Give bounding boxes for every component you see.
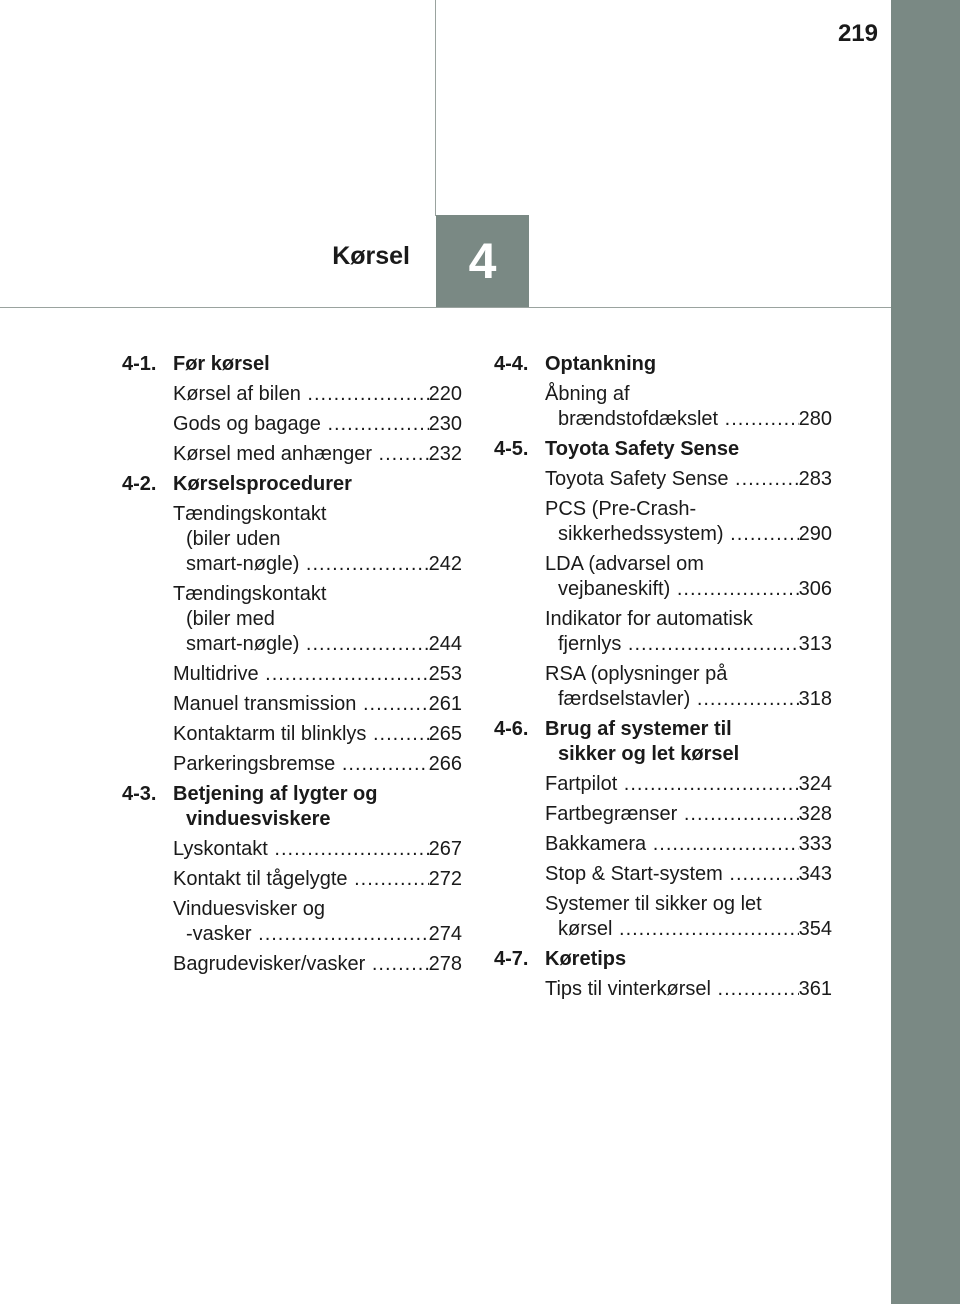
entry-title: smart-nøgle) .....: [186, 552, 429, 577]
toc-entry[interactable]: [173, 897, 462, 947]
section-number: 4-3.: [122, 783, 157, 805]
entry-page-number: 313: [798, 633, 832, 655]
entry-leader-row: [545, 802, 832, 827]
toc-right-column: [494, 352, 832, 1007]
toc-entry[interactable]: [545, 552, 832, 602]
entry-page-number: 244: [428, 633, 462, 655]
entry-page-number: 265: [428, 723, 462, 745]
toc-entry-list: [122, 502, 462, 777]
section-title-line: vinduesviskere: [186, 808, 331, 830]
section-title-line: Køretips: [545, 948, 627, 970]
section-title-line: Betjening af lygter og: [173, 783, 378, 805]
section-number: 4-4.: [494, 353, 529, 375]
chapter-number-box: [436, 215, 529, 307]
entry-leader-row: [173, 632, 462, 657]
section-title: [173, 352, 462, 377]
toc-section-heading: [122, 352, 462, 377]
entry-leader-row: [545, 522, 832, 547]
section-title-line: Kørselsprocedurer: [173, 473, 352, 495]
toc-entry[interactable]: [173, 752, 462, 777]
entry-page-number: 354: [798, 918, 832, 940]
entry-page-number: 280: [798, 408, 832, 430]
toc-entry[interactable]: [173, 952, 462, 977]
toc-section-heading: [494, 352, 832, 377]
entry-title-line: Åbning af: [545, 383, 630, 405]
entry-page-number: 230: [428, 413, 462, 435]
toc-entry-list: [494, 382, 832, 432]
entry-title: Toyota Safety Sense .....: [545, 467, 799, 492]
toc-entry[interactable]: [545, 862, 832, 887]
entry-title: Manuel transmission .....: [173, 692, 429, 717]
entry-title: Kontaktarm til blinklys .....: [173, 722, 429, 747]
entry-page-number: 261: [428, 693, 462, 715]
entry-page-number: 324: [798, 773, 832, 795]
entry-leader-row: [173, 752, 462, 777]
toc-entry[interactable]: [545, 977, 832, 1002]
toc-entry[interactable]: [173, 382, 462, 407]
vertical-rule: [435, 0, 436, 216]
entry-title: Kørsel med anhænger .....: [173, 442, 429, 467]
entry-leader-row: [173, 552, 462, 577]
section-title-line: Optankning: [545, 353, 657, 375]
entry-page-number: 328: [798, 803, 832, 825]
chapter-side-tab: [891, 0, 960, 1304]
section-title-line: Før kørsel: [173, 353, 270, 375]
entry-title: Fartpilot .....: [545, 772, 799, 797]
toc-entry[interactable]: [545, 832, 832, 857]
entry-leader-row: [173, 412, 462, 437]
entry-leader-row: [173, 722, 462, 747]
section-title-line: sikker og let kørsel: [558, 743, 740, 765]
entry-title: Kontakt til tågelygte .....: [173, 867, 429, 892]
horizontal-rule: [0, 307, 891, 308]
toc-entry-list: [494, 977, 832, 1002]
toc-entry[interactable]: [545, 892, 832, 942]
toc-entry[interactable]: [173, 662, 462, 687]
section-number: 4-5.: [494, 438, 529, 460]
entry-page-number: 274: [428, 923, 462, 945]
entry-title: vejbaneskift) .....: [558, 577, 799, 602]
section-title: [545, 437, 832, 462]
toc-section-heading: [494, 717, 832, 767]
toc-entry[interactable]: [545, 607, 832, 657]
entry-title: Parkeringsbremse .....: [173, 752, 429, 777]
entry-title-line: (biler med: [186, 608, 275, 630]
entry-leader-row: [173, 692, 462, 717]
entry-title: smart-nøgle) .....: [186, 632, 429, 657]
entry-title: fjernlys .....: [558, 632, 799, 657]
entry-title-line: Tændingskontakt: [173, 583, 327, 605]
toc-left-column: [122, 352, 462, 982]
entry-title: færdselstavler) .....: [558, 687, 799, 712]
entry-leader-row: [545, 917, 832, 942]
section-title: [545, 947, 832, 972]
entry-title: Lyskontakt .....: [173, 837, 429, 862]
toc-entry-list: [494, 772, 832, 942]
entry-page-number: 266: [428, 753, 462, 775]
entry-page-number: 278: [428, 953, 462, 975]
entry-title-line: Indikator for automatisk: [545, 608, 753, 630]
entry-page-number: 242: [428, 553, 462, 575]
entry-leader-row: [545, 467, 832, 492]
entry-page-number: 318: [798, 688, 832, 710]
entry-page-number: 232: [428, 443, 462, 465]
entry-leader-row: [545, 407, 832, 432]
section-title: [545, 352, 832, 377]
toc-entry[interactable]: [173, 692, 462, 717]
section-title-line: Toyota Safety Sense: [545, 438, 740, 460]
toc-entry[interactable]: [545, 772, 832, 797]
section-title: [173, 472, 462, 497]
entry-title: Tips til vinterkørsel .....: [545, 977, 799, 1002]
entry-page-number: 267: [428, 838, 462, 860]
entry-title-line: Systemer til sikker og let: [545, 893, 762, 915]
toc-entry[interactable]: [173, 722, 462, 747]
entry-title-line: (biler uden: [186, 528, 281, 550]
entry-leader-row: [545, 977, 832, 1002]
entry-leader-row: [173, 952, 462, 977]
entry-leader-row: [173, 867, 462, 892]
entry-title: brændstofdækslet .....: [558, 407, 799, 432]
entry-page-number: 306: [798, 578, 832, 600]
entry-leader-row: [545, 687, 832, 712]
section-number: 4-1.: [122, 353, 157, 375]
entry-leader-row: [173, 442, 462, 467]
section-title: [173, 782, 462, 832]
entry-title: -vasker .....: [186, 922, 429, 947]
entry-title: Bakkamera .....: [545, 832, 799, 857]
entry-title-line: Vinduesvisker og: [173, 898, 325, 920]
entry-title-line: RSA (oplysninger på: [545, 663, 728, 685]
entry-leader-row: [173, 382, 462, 407]
toc-entry-list: [122, 837, 462, 977]
page-number: 219: [837, 20, 878, 47]
toc-entry[interactable]: [173, 582, 462, 657]
entry-title: Fartbegrænser .....: [545, 802, 799, 827]
entry-leader-row: [545, 632, 832, 657]
entry-title-line: LDA (advarsel om: [545, 553, 704, 575]
section-title-line: Brug af systemer til: [545, 718, 732, 740]
section-number: 4-2.: [122, 473, 157, 495]
entry-leader-row: [173, 922, 462, 947]
entry-leader-row: [545, 577, 832, 602]
entry-leader-row: [545, 862, 832, 887]
entry-page-number: 361: [798, 978, 832, 1000]
toc-section-heading: [494, 437, 832, 462]
entry-page-number: 343: [798, 863, 832, 885]
toc-section-heading: [494, 947, 832, 972]
chapter-number: 4: [468, 233, 497, 289]
toc-entry[interactable]: [173, 502, 462, 577]
entry-title: Stop & Start-system .....: [545, 862, 799, 887]
toc-entry[interactable]: [545, 662, 832, 712]
toc-entry[interactable]: [545, 802, 832, 827]
toc-section-heading: [122, 472, 462, 497]
entry-page-number: 333: [798, 833, 832, 855]
section-number: 4-7.: [494, 948, 529, 970]
entry-page-number: 283: [798, 468, 832, 490]
toc-entry[interactable]: [545, 497, 832, 547]
toc-entry[interactable]: [545, 467, 832, 492]
entry-title-line: PCS (Pre-Crash-: [545, 498, 697, 520]
toc-entry[interactable]: [173, 442, 462, 467]
entry-page-number: 253: [428, 663, 462, 685]
toc-entry[interactable]: [173, 867, 462, 892]
chapter-title: Kørsel: [332, 242, 410, 270]
entry-title: Kørsel af bilen .....: [173, 382, 429, 407]
entry-leader-row: [545, 832, 832, 857]
toc-entry[interactable]: [173, 837, 462, 862]
entry-title-line: Tændingskontakt: [173, 503, 327, 525]
entry-leader-row: [545, 772, 832, 797]
entry-title: sikkerhedssystem) .....: [558, 522, 799, 547]
entry-page-number: 290: [798, 523, 832, 545]
entry-title: kørsel .....: [558, 917, 799, 942]
entry-leader-row: [173, 662, 462, 687]
entry-title: Gods og bagage .....: [173, 412, 429, 437]
toc-entry-list: [122, 382, 462, 467]
entry-title: Bagrudevisker/vasker .....: [173, 952, 429, 977]
entry-leader-row: [173, 837, 462, 862]
entry-title: Multidrive .....: [173, 662, 429, 687]
section-number: 4-6.: [494, 718, 529, 740]
entry-page-number: 220: [428, 383, 462, 405]
toc-entry-list: [494, 467, 832, 712]
entry-page-number: 272: [428, 868, 462, 890]
section-title: [545, 717, 832, 767]
toc-section-heading: [122, 782, 462, 832]
toc-entry[interactable]: [173, 412, 462, 437]
toc-entry[interactable]: [545, 382, 832, 432]
